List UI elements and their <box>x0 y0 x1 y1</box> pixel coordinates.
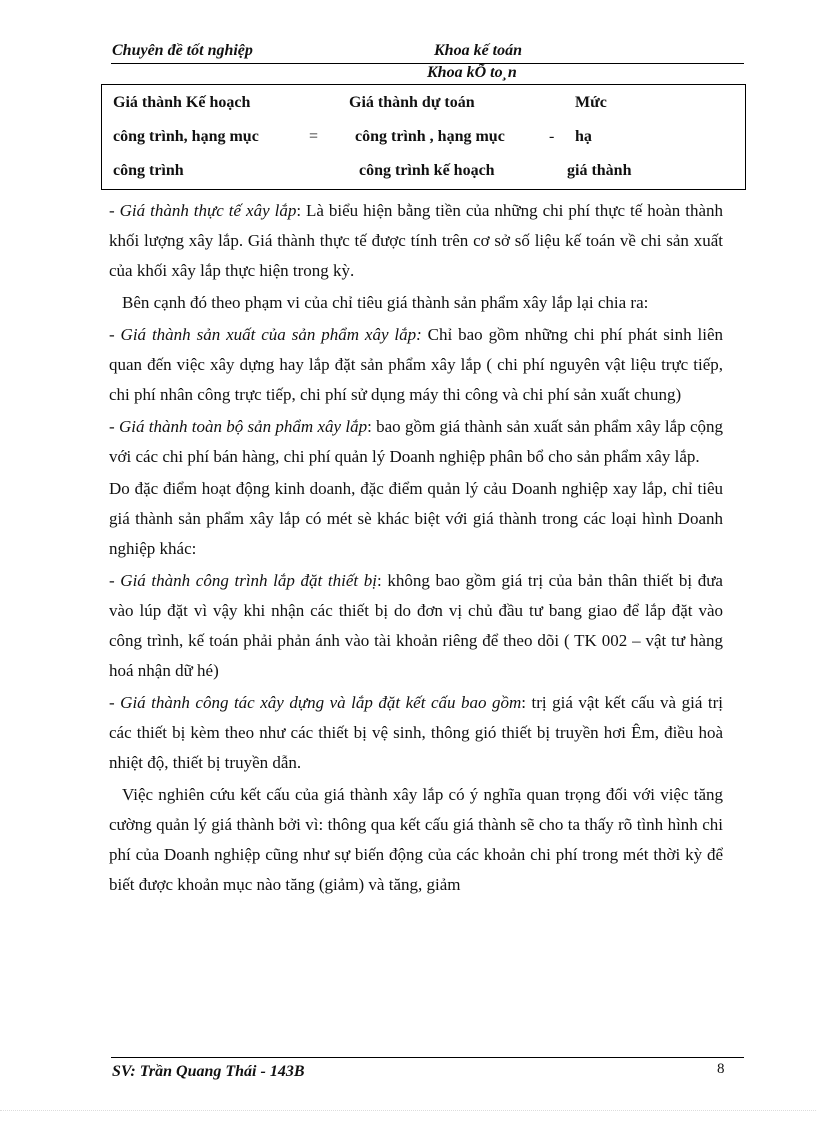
paragraph <box>109 320 723 410</box>
paragraph-lead: - Giá thành thực tế xây lắp <box>109 201 297 220</box>
page-bottom-edge <box>0 1110 816 1111</box>
formula-minus: - <box>549 128 555 145</box>
paragraph-lead: - Giá thành toàn bộ sản phẩm xây lắp <box>109 417 368 436</box>
formula-r3-c1: công trình <box>113 162 184 179</box>
paragraph <box>109 688 723 778</box>
paragraph-text: : Là biểu hiện bằng tiền của những chi phí thực tế hoàn thành khối lượng xây lắp. Giá thành thực tế được tính trên cơ sở số liệu kế toán về chi sản xuất của khối xây lắp thực hiện trong kỳ. <box>109 201 723 280</box>
footer-divider <box>111 1057 744 1058</box>
paragraph <box>109 412 723 472</box>
paragraph-text: Do đặc điểm hoạt động kinh doanh, đặc điểm quản lý cảu Doanh nghiệp xay lắp, chỉ tiêu giá thành sản phẩm xây lắp có mét sè khác biệt với giá thành trong các loại hình Doanh nghiệp khác: <box>109 479 723 558</box>
formula-r2-c2: công trình , hạng mục <box>355 128 505 145</box>
paragraph-text: Bên cạnh đó theo phạm vi của chỉ tiêu giá thành sản phẩm xây lắp lại chia ra: <box>122 293 649 312</box>
formula-r2-c1: công trình, hạng mục <box>113 128 259 145</box>
footer-author: SV: Trần Quang Thái - 143B <box>112 1063 305 1080</box>
paragraph-text: : không bao gồm giá trị của bản thân thiết bị đưa vào lúp đặt vì vậy khi nhận các thiết bị do đơn vị chủ đầu tư bang giao để lắp đặt vào công trình, kế toán phải phản ánh vào tài khoản riêng để theo dõi ( TK 002 – vật tư hàng hoá nhận dữ hé) <box>109 571 723 680</box>
paragraph-text: Chỉ bao gồm những chi phí phát sinh liên quan đến việc xây dựng hay lắp đặt sản phẩm xây lắp ( chi phí nguyên vật liệu trực tiếp, chi phí nhân công trực tiếp, chi phí sử dụng máy thi công và chi phí sản xuất chung) <box>109 325 724 404</box>
paragraph-text: Việc nghiên cứu kết cấu của giá thành xây lắp có ý nghĩa quan trọng đối với việc tăng cường quản lý giá thành bởi vì: thông qua kết cấu giá thành sẽ cho ta thấy rõ tình hình chi phí của Doanh nghiệp cũng như sự biến động của các khoản chi phí trong mét thời kỳ để biết được khoản mục nào tăng (giảm) và tăng, giảm <box>109 785 723 894</box>
paragraph-text: : trị giá vật kết cấu và giá trị các thiết bị kèm theo như các thiết bị vệ sinh, thông gió thiết bị truyền hơi Êm, điều hoà nhiệt độ, thiết bị truyền dẫn. <box>109 693 723 772</box>
paragraph-lead: - Giá thành sản xuất của sản phẩm xây lắp: <box>109 325 422 344</box>
paragraph <box>109 288 723 318</box>
formula-box <box>101 84 746 190</box>
formula-r3-c2: công trình kế hoạch <box>359 162 495 179</box>
paragraph-text: : bao gồm giá thành sản xuất sản phẩm xây lắp cộng với các chi phí bán hàng, chi phí quản lý Doanh nghiệp phân bổ cho sản phẩm xây lắp. <box>109 417 723 466</box>
paragraph <box>109 474 723 564</box>
header-title-center: Khoa kế toán <box>434 42 523 59</box>
paragraph <box>109 196 723 286</box>
formula-r2-c3: hạ <box>575 128 592 145</box>
header-title-left: Chuyên đề tốt nghiệp <box>112 42 253 59</box>
formula-equals: = <box>309 128 319 145</box>
paragraph <box>109 566 723 686</box>
paragraph <box>109 780 723 900</box>
formula-r3-c3: giá thành <box>567 162 632 179</box>
paragraph-lead: - Giá thành công trình lắp đặt thiết bị <box>109 571 377 590</box>
formula-r1-c3: Mức <box>575 94 607 111</box>
formula-r1-c2: Giá thành dự toán <box>349 94 475 111</box>
body-text <box>109 196 723 900</box>
paragraph-lead: - Giá thành công tác xây dựng và lắp đặt kết cấu bao gồm <box>109 693 522 712</box>
formula-r1-c1: Giá thành Kế hoạch <box>113 94 251 111</box>
header-subtitle-garbled: Khoa kÕ to¸n <box>427 64 517 81</box>
page-number: 8 <box>717 1061 725 1077</box>
